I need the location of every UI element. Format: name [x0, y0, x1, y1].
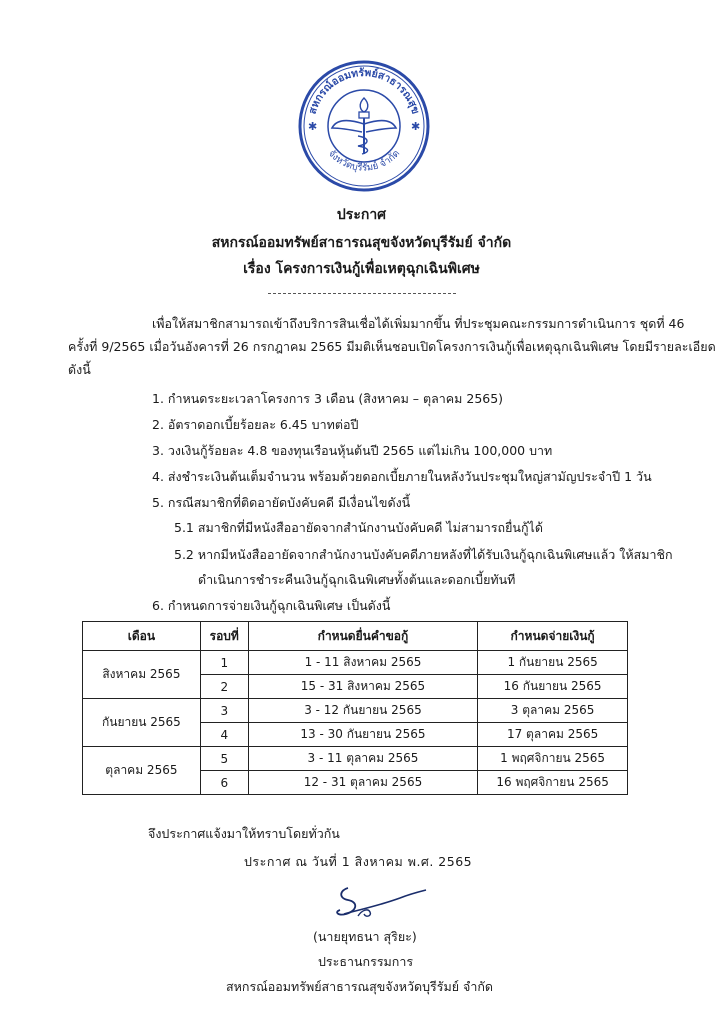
announcement-date: ประกาศ ณ วันที่ 1 สิงหาคม พ.ศ. 2565 [244, 854, 473, 869]
apply-cell: 3 - 12 กันยายน 2565 [248, 699, 478, 723]
table-row [83, 651, 628, 675]
round-cell: 6 [200, 771, 248, 795]
pay-cell: 1 พฤศจิกายน 2565 [478, 747, 628, 771]
round-cell: 1 [200, 651, 248, 675]
intro-line-3: ดังนี้ [68, 362, 91, 377]
handwritten-signature [318, 880, 438, 930]
signatory-organization: สหกรณ์ออมทรัพย์สาธารณสุขจังหวัดบุรีรัมย์ จำกัด [226, 979, 494, 994]
apply-cell: 3 - 11 ตุลาคม 2565 [248, 747, 478, 771]
list-subitem-continued: ดำเนินการชำระคืนเงินกู้ฉุกเฉินพิเศษทั้งต้นและดอกเบี้ยทันที [198, 572, 516, 587]
svg-text:✱: ✱ [308, 120, 318, 133]
list-subitem: 5.1 สมาชิกที่มีหนังสืออายัดจากสำนักงานบังคับคดี ไม่สามารถยื่นกู้ได้ [174, 520, 543, 535]
svg-text:สหกรณ์ออมทรัพย์สาธารณสุข [307, 67, 422, 116]
list-item: 2. อัตราดอกเบี้ยร้อยละ 6.45 บาทต่อปี [152, 417, 359, 432]
list-item: 4. ส่งชำระเงินต้นเต็มจำนวน พร้อมด้วยดอกเบี้ยภายในหลังวันประชุมใหญ่สามัญประจำปี 1 วัน [152, 469, 652, 484]
closing-statement: จึงประกาศแจ้งมาให้ทราบโดยทั่วกัน [148, 826, 340, 841]
apply-cell: 13 - 30 กันยายน 2565 [248, 723, 478, 747]
table-row [83, 699, 628, 723]
payment-schedule-table [82, 621, 628, 795]
table-row [83, 747, 628, 771]
pay-cell: 3 ตุลาคม 2565 [478, 699, 628, 723]
title-divider [268, 293, 456, 294]
header-round: รอบที่ [200, 622, 248, 651]
list-subitem: 5.2 หากมีหนังสืออายัดจากสำนักงานบังคับคดีภายหลังที่ได้รับเงินกู้ฉุกเฉินพิเศษแล้ว ให้สมาชิก [174, 547, 673, 562]
seal-bottom-text: จังหวัดบุรีรัมย์ จำกัด [325, 148, 403, 174]
month-cell: สิงหาคม 2565 [83, 651, 201, 699]
round-cell: 5 [200, 747, 248, 771]
header-apply-date: กำหนดยื่นคำขอกู้ [248, 622, 478, 651]
apply-cell: 12 - 31 ตุลาคม 2565 [248, 771, 478, 795]
list-item: 6. กำหนดการจ่ายเงินกู้ฉุกเฉินพิเศษ เป็นดังนี้ [152, 598, 391, 613]
list-item: 1. กำหนดระยะเวลาโครงการ 3 เดือน (สิงหาคม – ตุลาคม 2565) [152, 391, 504, 406]
round-cell: 3 [200, 699, 248, 723]
round-cell: 2 [200, 675, 248, 699]
intro-line-1: เพื่อให้สมาชิกสามารถเข้าถึงบริการสินเชื่อได้เพิ่มมากขึ้น ที่ประชุมคณะกรรมการดำเนินการ ชุดที่ 46 [152, 316, 685, 331]
month-cell: กันยายน 2565 [83, 699, 201, 747]
intro-line-2: ครั้งที่ 9/2565 เมื่อวันอังคารที่ 26 กรกฎาคม 2565 มีมติเห็นชอบเปิดโครงการเงินกู้เพื่อเหตุฉุกเฉินพิเศษ โดยมีรายละเอียด [68, 339, 716, 354]
pay-cell: 1 กันยายน 2565 [478, 651, 628, 675]
announcement-title: ประกาศ [336, 207, 387, 223]
cooperative-seal-icon [296, 58, 432, 194]
list-item: 3. วงเงินกู้ร้อยละ 4.8 ของทุนเรือนหุ้นต้นปี 2565 แต่ไม่เกิน 100,000 บาท [152, 443, 553, 458]
month-cell: ตุลาคม 2565 [83, 747, 201, 795]
round-cell: 4 [200, 723, 248, 747]
svg-text:✱: ✱ [411, 120, 421, 133]
seal-top-text: สหกรณ์ออมทรัพย์สาธารณสุข [306, 66, 422, 116]
signatory-name: (นายยุทธนา สุริยะ) [313, 929, 417, 944]
announcement-subject: เรื่อง โครงการเงินกู้เพื่อเหตุฉุกเฉินพิเศษ [243, 261, 480, 277]
apply-cell: 15 - 31 สิงหาคม 2565 [248, 675, 478, 699]
table-header-row [83, 622, 628, 651]
pay-cell: 16 พฤศจิกายน 2565 [478, 771, 628, 795]
signatory-position: ประธานกรรมการ [318, 954, 414, 969]
header-pay-date: กำหนดจ่ายเงินกู้ [478, 622, 628, 651]
pay-cell: 16 กันยายน 2565 [478, 675, 628, 699]
apply-cell: 1 - 11 สิงหาคม 2565 [248, 651, 478, 675]
header-month: เดือน [83, 622, 201, 651]
list-item: 5. กรณีสมาชิกที่ติดอายัดบังคับคดี มีเงื่อนไขดังนี้ [152, 495, 411, 510]
pay-cell: 17 ตุลาคม 2565 [478, 723, 628, 747]
organization-name: สหกรณ์ออมทรัพย์สาธารณสุขจังหวัดบุรีรัมย์ จำกัด [211, 235, 512, 251]
